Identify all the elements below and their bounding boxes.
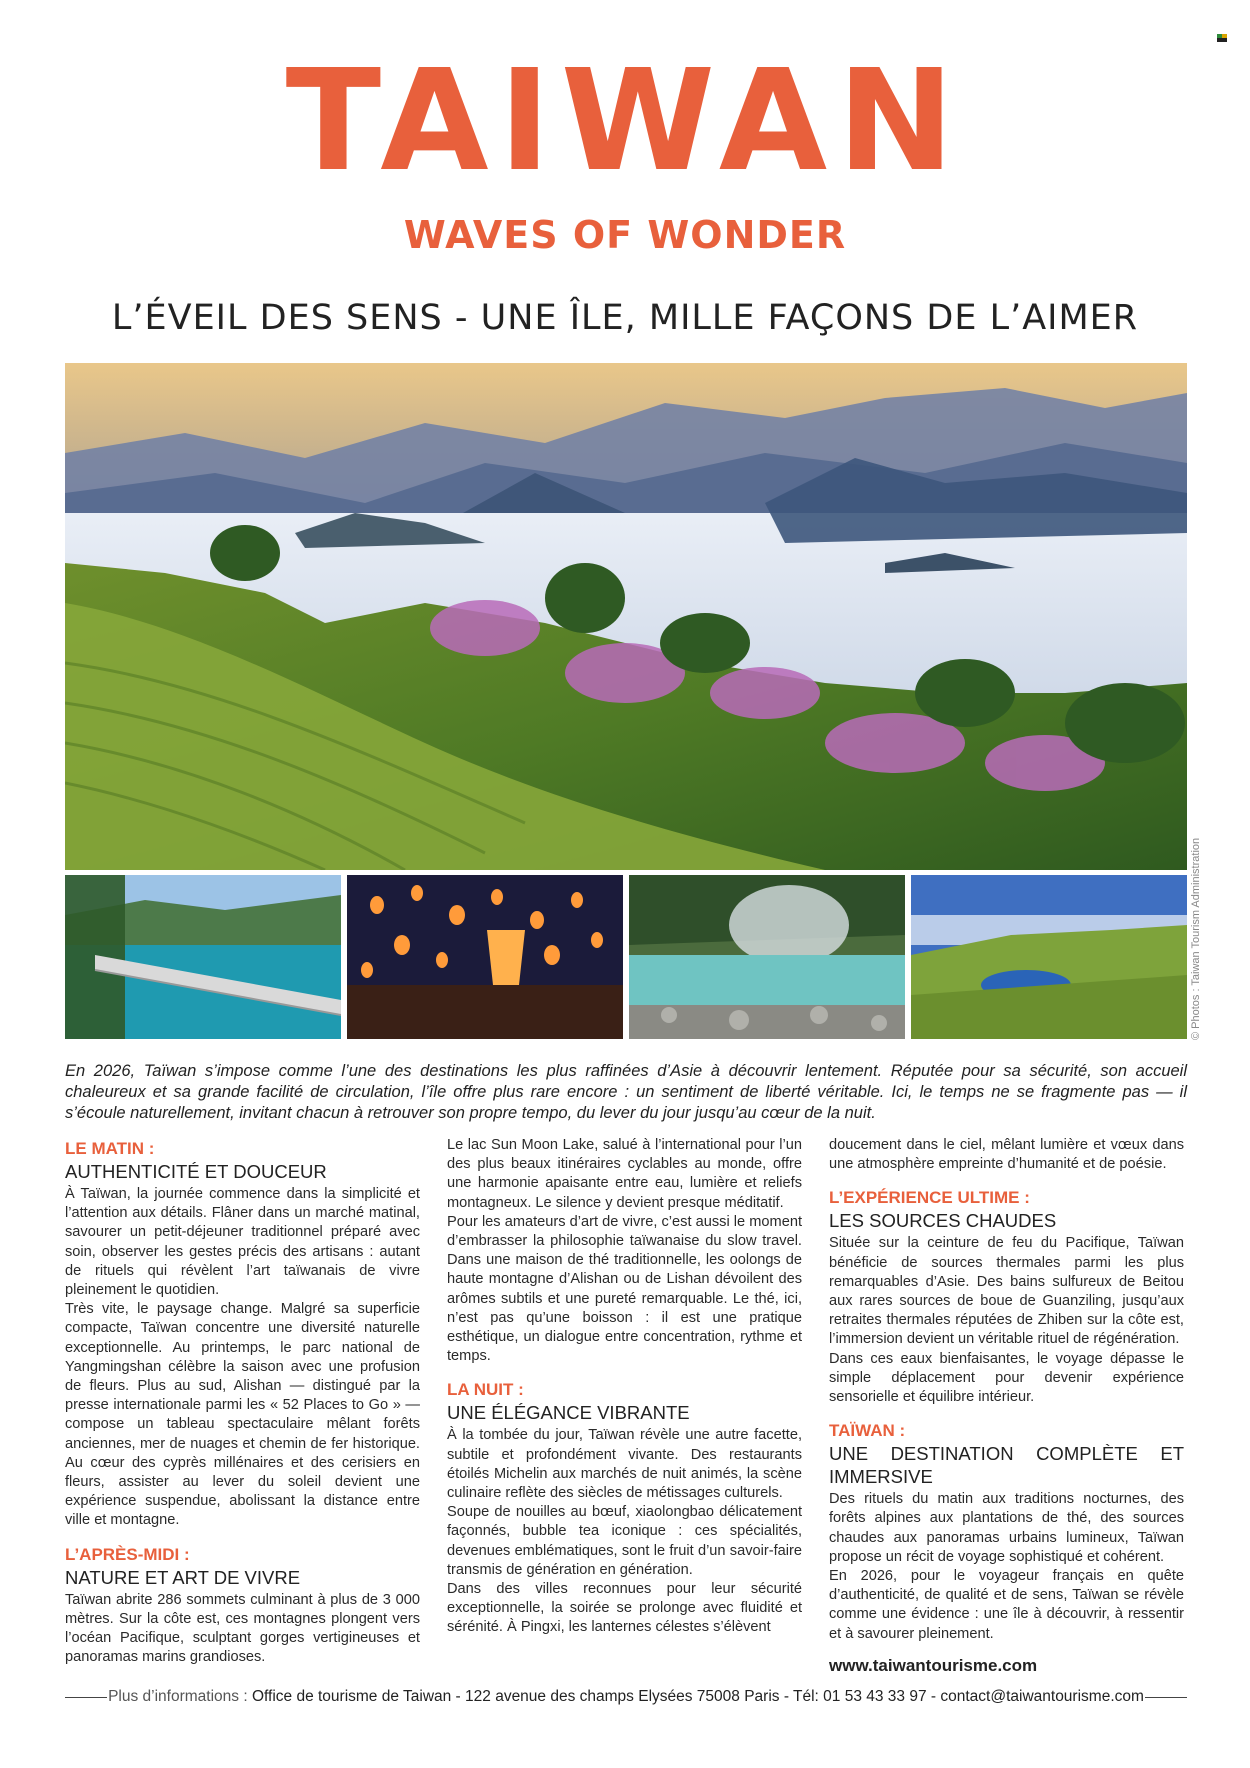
- footer: [65, 1688, 1187, 1706]
- taiwan-logo: TAIWAN: [285, 40, 965, 203]
- paragraph-apres-midi-1: Taïwan abrite 286 sommets culminant à plus de 3 000 mètres. Sur la côte est, ces montagnes plongent vers l’océan Pacifique, sculptant gorges vertigineuses et panoramas marins grandioses.: [65, 1591, 420, 1666]
- intro-paragraph: En 2026, Taïwan s’impose comme l’une des destinations les plus raffinées d’Asie à découvrir lentement. Réputée pour sa sécurité, son accueil chaleureux et sa grande facilité de circulation, l’île offre plus rare encore : un sentiment de liberté véritable. Ici, le temps ne se fragmente pas — il s’écoule naturellement, invitant chacun à retrouver son propre tempo, du lever du jour jusqu’au cœur de la nuit.: [65, 1062, 1187, 1122]
- footer-rule-left: [65, 1697, 107, 1698]
- photo-sky-lanterns: [347, 875, 623, 1039]
- footer-contact: Office de tourisme de Taiwan - 122 avenue des champs Elysées 75008 Paris - Tél: 01 53 43 33 97 - contact@taiwantourisme.com: [251, 1688, 1144, 1705]
- photo-hot-spring: [629, 875, 905, 1039]
- section-kicker-nuit: LA NUIT :: [447, 1380, 524, 1400]
- footer-lead: Plus d’informations :: [108, 1688, 248, 1705]
- paragraph-destination-2: En 2026, pour le voyageur français en quête d’authenticité, de qualité et de sens, Taïwan se révèle comme une évidence : une île à découvrir, à ressentir et à savourer pleinement.: [829, 1568, 1184, 1642]
- photo-credit: © Photos : Taiwan Tourism Administration: [1190, 837, 1202, 1040]
- footer-text: [107, 1688, 1145, 1706]
- paragraph-lanternes-suite: doucement dans le ciel, mêlant lumière et vœux dans une atmosphère empreinte d’humanité et de poésie.: [829, 1137, 1184, 1173]
- column-left: [65, 1138, 420, 1667]
- paragraph-nuit-2: Soupe de nouilles au bœuf, xiaolongbao délicatement façonnés, bubble tea iconique : ces spécialités, devenues emblématiques, sont le fruit d’un savoir-faire transmis de génération en génération.: [447, 1504, 802, 1578]
- section-kicker-apres-midi: L’APRÈS-MIDI :: [65, 1544, 190, 1564]
- paragraph-sources-1: Située sur la ceinture de feu du Pacifique, Taïwan bénéficie de sources thermales parmi les plus remarquables d’Asie. Des bains sulfureux de Beitou aux rares sources de boue de Guanziling, jusqu’aux retraites thermales réputées de Zhiben sur la côte est, l’immersion devient un véritable rituel de régénération.: [829, 1235, 1184, 1348]
- photo-mountain-lake: [911, 875, 1187, 1039]
- section-title-apres-midi: NATURE ET ART DE VIVRE: [65, 1566, 301, 1588]
- website-link[interactable]: www.taiwantourisme.com: [829, 1655, 1038, 1675]
- page-headline: L’ÉVEIL DES SENS - UNE ÎLE, MILLE FAÇONS DE L’AIMER: [111, 298, 1139, 338]
- footer-rule-right: [1145, 1697, 1187, 1698]
- paragraph-sources-2: Dans ces eaux bienfaisantes, le voyage dépasse le simple déplacement pour devenir expérience sensorielle et équilibre intérieur.: [829, 1350, 1184, 1406]
- photo-strip: [65, 875, 1187, 1039]
- paragraph-destination-1: Des rituels du matin aux traditions nocturnes, des forêts alpines aux plantations de thé, des sources chaudes aux panoramas urbains lumineux, Taïwan propose un récit de voyage sophistiqué et cohérent.: [829, 1491, 1184, 1565]
- section-kicker-matin: LE MATIN :: [65, 1139, 155, 1158]
- paragraph-nuit-3: Dans des villes reconnues pour leur sécurité exceptionnelle, la soirée se prolonge avec fluidité et sérénité. À Pingxi, les lanternes célestes s’élèvent: [447, 1581, 802, 1636]
- section-kicker-taiwan: TAÏWAN :: [829, 1421, 906, 1441]
- section-title-nuit: UNE ÉLÉGANCE VIBRANTE: [447, 1402, 690, 1424]
- section-title-destination: UNE DESTINATION COMPLÈTE ET IMMERSIVE: [829, 1443, 1184, 1488]
- photo-sun-moon-lake: [65, 875, 341, 1039]
- column-right: [829, 1136, 1184, 1675]
- paragraph-matin-1: À Taïwan, la journée commence dans la simplicité et l’attention aux détails. Flâner dans un marché matinal, savourer un petit-déjeuner traditionnel préparé avec soin, observer les gestes précis des artisans : autant de rituels qui révèlent l’art taïwanais de vivre pleinement le quotidien.: [65, 1186, 420, 1299]
- section-title-sources-chaudes: LES SOURCES CHAUDES: [829, 1210, 1057, 1232]
- hero-photo: [65, 363, 1187, 870]
- paragraph-sun-moon-lake: Le lac Sun Moon Lake, salué à l’international pour l’un des plus beaux itinéraires cyclables au monde, offre une harmonie apaisante entre eau, lumière et reliefs montagneux. Le silence y devient presque méditatif.: [447, 1137, 802, 1211]
- tagline: WAVES OF WONDER: [403, 213, 847, 257]
- section-kicker-experience: L’EXPÉRIENCE ULTIME :: [829, 1188, 1030, 1208]
- corner-mark-icon: [1217, 34, 1227, 42]
- section-title-matin: AUTHENTICITÉ ET DOUCEUR: [65, 1161, 327, 1182]
- column-middle: [447, 1136, 802, 1638]
- paragraph-matin-2: Très vite, le paysage change. Malgré sa superficie compacte, Taïwan concentre une diversité naturelle exceptionnelle. Au printemps, le parc national de Yangmingshan célèbre la saison avec une profusion de fleurs. Plus au sud, Alishan — distingué par la presse internationale parmi les « 52 Places to Go » — compose un tableau spectaculaire mêlant forêts anciennes, mer de nuages et chemin de fer historique. Au cœur des cyprès millénaires et des cerisiers en fleurs, assister au lever du soleil devient une expérience suspendue, abolissant la distance entre ville et montagne.: [65, 1301, 420, 1529]
- paragraph-nuit-1: À la tombée du jour, Taïwan révèle une autre facette, subtile et profondément vivante. Des restaurants étoilés Michelin aux marchés de nuit animés, la scène culinaire reflète des siècles de métissages culturels.: [447, 1427, 802, 1502]
- paragraph-art-de-vivre: Pour les amateurs d’art de vivre, c’est aussi le moment d’embrasser la philosophie taïwanaise du slow travel. Dans une maison de thé traditionnelle, les oolongs de haute montagne d’Alishan ou de Lishan dévoilent des arômes subtils et une pureté remarquable. Le thé, ici, n’est pas qu’une boisson : il est une pratique esthétique, un dialogue entre concentration, rythme et temps.: [447, 1213, 802, 1365]
